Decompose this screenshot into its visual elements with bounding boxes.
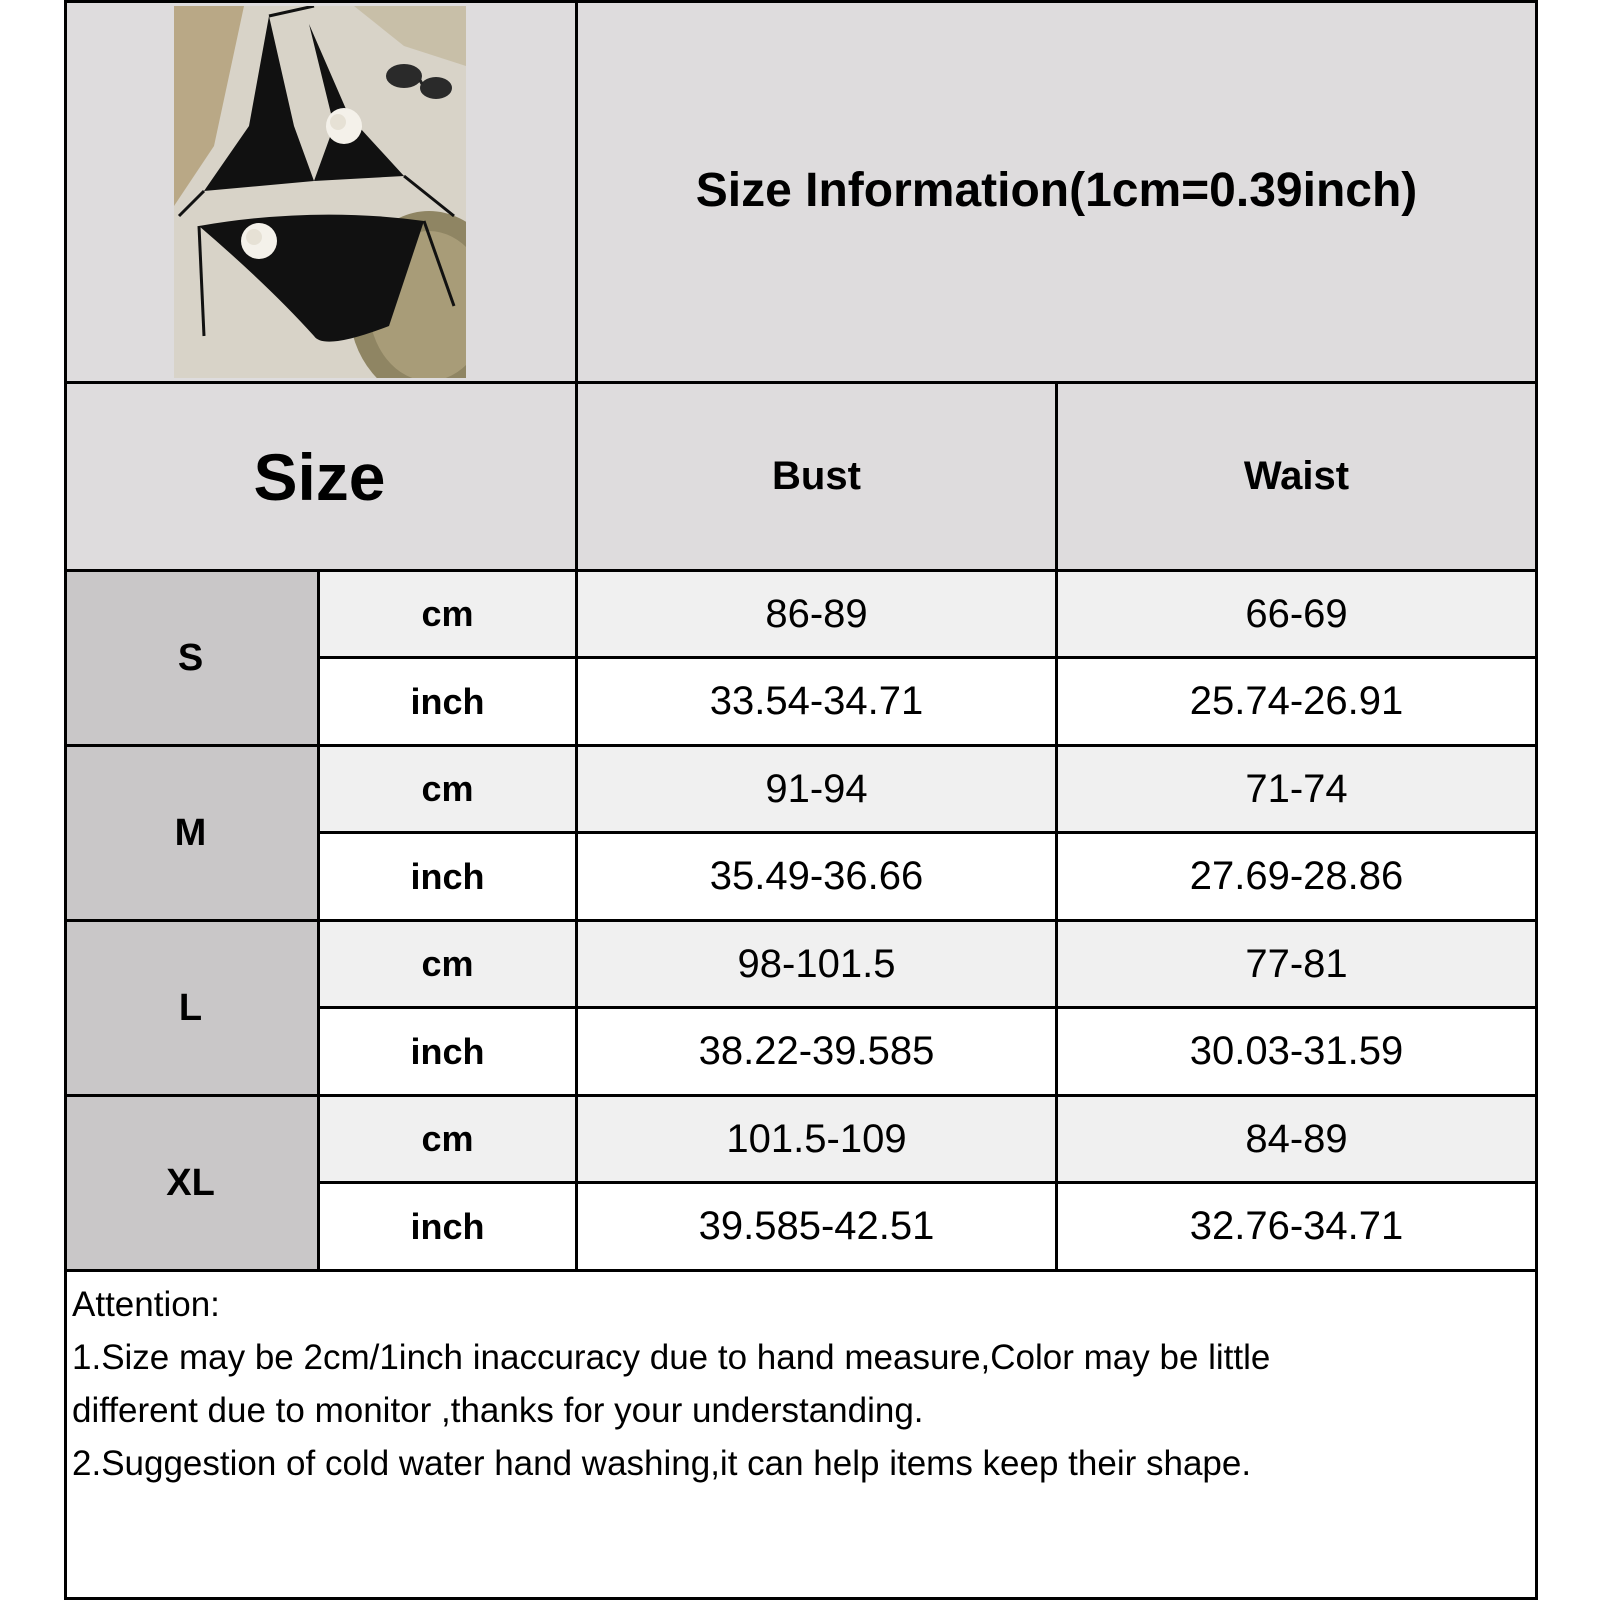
- bust-value: 38.22-39.585: [698, 1029, 935, 1073]
- size-header: Size: [253, 439, 386, 514]
- bust-value-cell: [578, 747, 1058, 834]
- waist-value: 32.76-34.71: [1189, 1204, 1404, 1248]
- unit-label: cm: [421, 943, 474, 984]
- waist-value-cell: [1058, 922, 1538, 1009]
- page-title: Size Information(1cm=0.39inch): [695, 164, 1418, 217]
- size-label-cell: [64, 1097, 320, 1272]
- bust-value-cell: [578, 572, 1058, 659]
- unit-cell: [320, 1184, 578, 1272]
- notes-line: 2.Suggestion of cold water hand washing,it can help items keep their shape.: [72, 1444, 1252, 1483]
- size-label-cell: [64, 747, 320, 922]
- unit-cell: [320, 1009, 578, 1097]
- size-label: L: [178, 986, 203, 1029]
- size-label: M: [174, 811, 207, 854]
- product-photo: [174, 6, 466, 378]
- bust-value: 33.54-34.71: [709, 679, 924, 723]
- waist-value: 30.03-31.59: [1189, 1029, 1404, 1073]
- bust-value: 101.5-109: [726, 1116, 907, 1161]
- waist-value: 84-89: [1245, 1116, 1348, 1161]
- unit-cell: [320, 747, 578, 834]
- bust-value: 35.49-36.66: [709, 854, 924, 898]
- unit-cell: [320, 572, 578, 659]
- waist-value: 66-69: [1245, 591, 1348, 636]
- unit-label: inch: [410, 1205, 485, 1247]
- waist-header: Waist: [1243, 454, 1350, 498]
- bust-value-cell: [578, 659, 1058, 747]
- attention-notes: [64, 1272, 1538, 1600]
- bust-value: 39.585-42.51: [698, 1204, 935, 1248]
- unit-label: inch: [410, 1030, 485, 1072]
- size-label: S: [177, 636, 204, 679]
- bust-value: 98-101.5: [737, 941, 896, 986]
- waist-value: 77-81: [1245, 941, 1348, 986]
- bust-value-cell: [578, 922, 1058, 1009]
- waist-value-cell: [1058, 834, 1538, 922]
- unit-cell: [320, 1097, 578, 1184]
- waist-value-cell: [1058, 1184, 1538, 1272]
- product-image-cell: [64, 0, 578, 384]
- waist-value-cell: [1058, 659, 1538, 747]
- size-label-cell: [64, 572, 320, 747]
- unit-cell: [320, 834, 578, 922]
- notes-heading: Attention:: [72, 1285, 220, 1324]
- size-header-cell: [64, 384, 578, 572]
- unit-cell: [320, 659, 578, 747]
- size-label: XL: [166, 1161, 215, 1204]
- bikini-photo-icon: [174, 6, 466, 378]
- waist-value-cell: [1058, 747, 1538, 834]
- unit-cell: [320, 922, 578, 1009]
- bust-header-cell: [578, 384, 1058, 572]
- bust-value: 86-89: [765, 591, 868, 636]
- bust-value-cell: [578, 1184, 1058, 1272]
- unit-label: cm: [421, 593, 474, 634]
- waist-value-cell: [1058, 1009, 1538, 1097]
- bust-value: 91-94: [765, 766, 868, 811]
- unit-label: cm: [421, 768, 474, 809]
- bust-header: Bust: [772, 454, 861, 498]
- notes-line: different due to monitor ,thanks for your understanding.: [72, 1391, 924, 1430]
- unit-label: inch: [410, 855, 485, 897]
- unit-label: cm: [421, 1118, 474, 1159]
- bust-value-cell: [578, 834, 1058, 922]
- waist-value: 27.69-28.86: [1189, 854, 1404, 898]
- waist-value-cell: [1058, 1097, 1538, 1184]
- waist-value: 25.74-26.91: [1189, 679, 1404, 723]
- size-chart: [64, 0, 1538, 1600]
- bust-value-cell: [578, 1097, 1058, 1184]
- waist-value: 71-74: [1245, 766, 1348, 811]
- notes-line: 1.Size may be 2cm/1inch inaccuracy due to hand measure,Color may be little: [72, 1338, 1271, 1377]
- unit-label: inch: [410, 680, 485, 722]
- bust-value-cell: [578, 1009, 1058, 1097]
- waist-value-cell: [1058, 572, 1538, 659]
- title-cell: [578, 0, 1538, 384]
- waist-header-cell: [1058, 384, 1538, 572]
- size-label-cell: [64, 922, 320, 1097]
